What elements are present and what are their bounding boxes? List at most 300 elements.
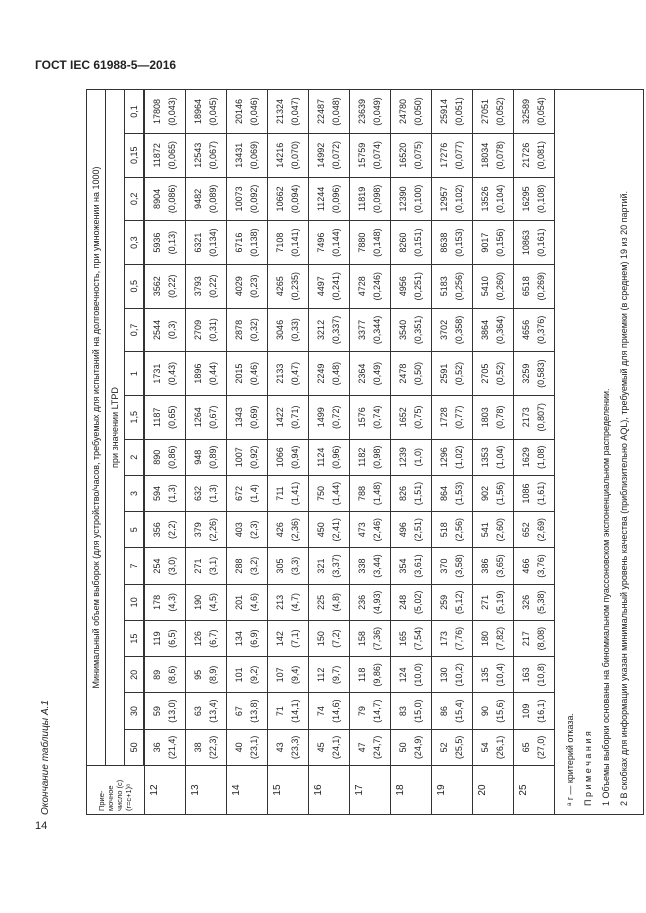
table-cell [514, 133, 555, 177]
sample-size: 11819 [357, 186, 367, 212]
aql-value: (0,153) [454, 228, 464, 257]
table-cell [186, 693, 227, 729]
sample-size: 165 [398, 631, 408, 647]
sample-size: 288 [234, 558, 244, 574]
table-cell [227, 439, 268, 475]
sample-size: 16520 [398, 142, 408, 168]
sample-size: 788 [357, 486, 367, 502]
aql-value: (0,74) [372, 405, 382, 430]
table-cell [186, 512, 227, 548]
table-cell [432, 133, 473, 177]
aql-value: (2,41) [331, 518, 341, 542]
table-cell [268, 133, 309, 177]
table-cell [473, 693, 514, 729]
table-cell [144, 584, 186, 620]
aql-value: (13,0) [167, 699, 177, 723]
sample-size: 3377 [357, 319, 367, 340]
aql-value: (1,08) [536, 445, 546, 469]
aql-value: (0,71) [290, 405, 300, 430]
aql-value: (6,7) [208, 629, 218, 648]
sample-size: 54 [480, 742, 490, 753]
aql-value: (2,60) [495, 518, 505, 542]
sample-size: 119 [152, 631, 162, 646]
table-cell [514, 264, 555, 308]
sample-size: 5410 [480, 276, 490, 297]
sample-size: 38 [193, 742, 203, 753]
table-cell [350, 90, 391, 134]
aql-value: (15,6) [495, 699, 505, 723]
table-cell [268, 512, 309, 548]
footnote: ᵃ r — критерий отказа. [565, 712, 575, 806]
table-cell [350, 264, 391, 308]
table-cell [186, 620, 227, 656]
sample-size: 225 [316, 594, 326, 610]
sample-size: 1239 [398, 447, 408, 468]
aql-value: (0,344) [372, 315, 382, 345]
aql-value: (0,69) [249, 405, 259, 430]
aql-value: (0,251) [413, 272, 423, 301]
table-cell [186, 475, 227, 511]
sample-size: 109 [521, 703, 531, 719]
table-cell [350, 177, 391, 221]
table-cell [350, 512, 391, 548]
aql-value: (0,047) [290, 97, 300, 126]
aql-value: (0,050) [413, 97, 423, 126]
table-cell [514, 584, 555, 620]
table-cell [268, 729, 309, 765]
table-cell [473, 395, 514, 439]
sample-size: 2173 [521, 407, 531, 428]
aql-value: (13,4) [208, 699, 218, 723]
table-cell [268, 264, 309, 308]
aql-value: (26,1) [495, 735, 505, 760]
table-cell [432, 512, 473, 548]
table-row [309, 90, 350, 815]
table-cell [432, 584, 473, 620]
aql-value: (0,67) [208, 405, 218, 430]
aql-value: (14,7) [372, 699, 382, 723]
aql-value: (0,072) [331, 140, 341, 170]
aql-value: (0,33) [290, 318, 300, 342]
table-cell [268, 584, 309, 620]
sample-size: 9482 [193, 188, 203, 209]
sample-size: 1182 [357, 447, 367, 467]
aql-value: (1,0) [413, 447, 423, 467]
notes-title: П р и м е ч а н и я [583, 731, 593, 806]
sample-size: 356 [152, 522, 162, 538]
ltpd-column-header: 50 [125, 729, 145, 765]
table-cell [144, 90, 186, 134]
table-title: Окончание таблицы А.1 [40, 700, 51, 815]
sample-size: 1187 [152, 407, 162, 427]
sample-size: 1007 [234, 447, 244, 468]
ltpd-column-header: 0,1 [125, 90, 145, 134]
sample-size: 3793 [193, 276, 203, 297]
table-cell [144, 221, 186, 265]
sample-size: 59 [152, 706, 162, 717]
table-cell [309, 475, 350, 511]
sample-size: 83 [398, 706, 408, 717]
aql-value: (0,32) [249, 318, 259, 342]
table-cell [391, 177, 432, 221]
table-cell [391, 584, 432, 620]
aql-value: (0,092) [249, 184, 259, 214]
table-cell [432, 657, 473, 693]
sample-size: 124 [398, 667, 408, 683]
sample-size: 201 [234, 594, 244, 610]
table-cell [144, 729, 186, 765]
aql-value: (3,0) [167, 556, 177, 576]
sample-size: 17808 [152, 98, 162, 124]
sample-size: 3259 [521, 363, 531, 384]
table-cell [144, 657, 186, 693]
table-cell [391, 352, 432, 396]
sample-size: 890 [152, 449, 162, 465]
aql-value: (0,151) [413, 228, 423, 257]
table-cell [473, 512, 514, 548]
aql-value: (0,096) [331, 184, 341, 214]
aql-value: (4,8) [331, 593, 341, 612]
ltpd-column-header: 0,2 [125, 177, 145, 221]
table-cell [514, 90, 555, 134]
sample-size: 3046 [275, 319, 285, 340]
note-2: 2 В скобках для информации указан минимальный уровень качества (приблизительно AQL), требуемый для приемки (в среднем) 19 из 20 партий. [619, 191, 629, 806]
sample-size: 5936 [152, 232, 162, 253]
aql-value: (0,583) [536, 359, 546, 388]
sample-size: 45 [316, 742, 326, 753]
sample-size: 1728 [439, 407, 449, 428]
aql-value: (7,36) [372, 626, 382, 651]
acceptance-number: 18 [391, 766, 432, 815]
sample-size: 4497 [316, 276, 326, 297]
table-cell [309, 221, 350, 265]
table-cell [144, 308, 186, 352]
aql-value: (0,75) [413, 405, 423, 430]
table-cell [186, 264, 227, 308]
table-cell [268, 352, 309, 396]
sample-size: 473 [357, 522, 367, 538]
aql-value: (0,358) [454, 315, 464, 345]
table-cell [473, 439, 514, 475]
table-cell [473, 352, 514, 396]
aql-value: (4,5) [208, 593, 218, 612]
sample-size: 180 [480, 631, 490, 647]
aql-value: (10,4) [495, 663, 505, 687]
aql-value: (0,078) [495, 140, 505, 170]
aql-value: (0,108) [536, 184, 546, 214]
aql-value: (0,52) [495, 361, 505, 386]
sample-size: 1264 [193, 407, 203, 428]
aql-value: (7,76) [454, 626, 464, 651]
table-notes [555, 90, 644, 815]
sample-size: 271 [480, 594, 490, 610]
aql-value: (2,51) [413, 518, 423, 542]
sample-size: 8638 [439, 232, 449, 253]
sample-size: 3702 [439, 319, 449, 340]
table-cell [473, 729, 514, 765]
aql-value: (27,0) [536, 735, 546, 760]
table-cell [432, 308, 473, 352]
table-cell [309, 620, 350, 656]
table-cell [309, 395, 350, 439]
table-cell [227, 584, 268, 620]
table-cell [186, 133, 227, 177]
sample-size: 134 [234, 631, 244, 647]
aql-value: (0,49) [372, 361, 382, 386]
table-row [514, 90, 555, 815]
aql-value: (3,76) [536, 554, 546, 578]
sample-size: 163 [521, 667, 531, 683]
aql-value: (0,52) [454, 361, 464, 386]
table-cell [473, 221, 514, 265]
sample-size: 173 [439, 631, 449, 647]
sample-size: 63 [193, 706, 203, 717]
sample-size: 11872 [152, 143, 162, 168]
table-cell [268, 439, 309, 475]
sample-size: 36 [152, 742, 162, 753]
table-cell [268, 221, 309, 265]
sample-size: 1629 [521, 447, 531, 468]
acceptance-number: 19 [432, 766, 473, 815]
table-row [432, 90, 473, 815]
aql-value: (25,5) [454, 735, 464, 760]
sample-size: 4265 [275, 276, 285, 297]
table-cell [350, 657, 391, 693]
sample-size: 50 [398, 742, 408, 753]
aql-value: (0,075) [413, 140, 423, 170]
aql-value: (2,46) [372, 518, 382, 542]
table-cell [268, 548, 309, 584]
aql-value: (0,074) [372, 140, 382, 170]
aql-value: (2,26) [208, 518, 218, 542]
aql-value: (1,48) [372, 481, 382, 506]
sample-size: 12957 [439, 186, 449, 212]
sample-size: 1576 [357, 407, 367, 428]
sample-size: 594 [152, 486, 162, 502]
table-row [186, 90, 227, 815]
sample-size-table [86, 89, 644, 815]
aql-value: (7,2) [331, 629, 341, 648]
aql-value: (7,54) [413, 626, 423, 651]
sample-size: 150 [316, 631, 326, 647]
table-cell [473, 657, 514, 693]
sample-size: 15759 [357, 142, 367, 168]
sample-size: 8904 [152, 188, 162, 209]
sample-size: 259 [439, 594, 449, 610]
table-cell [268, 693, 309, 729]
table-cell [227, 475, 268, 511]
sample-size: 2709 [193, 319, 203, 340]
aql-value: (24,1) [331, 735, 341, 760]
sample-size: 3864 [480, 319, 490, 340]
sample-size: 672 [234, 486, 244, 502]
table-cell [514, 548, 555, 584]
sample-size: 158 [357, 631, 367, 647]
aql-value: (5,02) [413, 590, 423, 615]
aql-value: (0,102) [454, 184, 464, 214]
sample-size: 213 [275, 594, 285, 610]
aql-value: (0,376) [536, 315, 546, 345]
sample-size: 130 [439, 667, 449, 683]
table-cell [309, 584, 350, 620]
acceptance-number: 13 [186, 766, 227, 815]
table-cell [309, 548, 350, 584]
sample-size: 22487 [316, 98, 326, 124]
table-cell [350, 584, 391, 620]
table-cell [309, 352, 350, 396]
table-cell [473, 548, 514, 584]
sample-size: 9017 [480, 232, 490, 253]
aql-value: (0,22) [208, 274, 218, 299]
ltpd-column-header: 1 [125, 352, 145, 396]
aql-value: (0,045) [208, 97, 218, 126]
aql-value: (3,2) [249, 556, 259, 576]
sample-size: 864 [439, 486, 449, 502]
ltpd-column-header: 3 [125, 475, 145, 511]
table-cell [391, 439, 432, 475]
sample-size: 6321 [193, 232, 203, 253]
sample-size: 11244 [316, 186, 326, 212]
aql-value: (5,38) [536, 590, 546, 615]
sample-size: 6716 [234, 232, 244, 253]
table-cell [473, 177, 514, 221]
acceptance-number-header: Прие-мочное число (c) (r=c+1)ᵃ [87, 766, 145, 815]
aql-value: (0,260) [495, 272, 505, 301]
aql-value: (2,2) [167, 520, 177, 540]
aql-value: (0,72) [331, 405, 341, 430]
sample-size: 632 [193, 486, 203, 502]
sample-size: 21726 [521, 142, 531, 168]
aql-value: (0,141) [290, 228, 300, 257]
sample-size: 305 [275, 558, 285, 574]
sample-size: 902 [480, 486, 490, 502]
aql-value: (13,8) [249, 699, 259, 723]
aql-value: (10,8) [536, 663, 546, 687]
table-cell [309, 133, 350, 177]
aql-value: (0,96) [331, 445, 341, 469]
aql-value: (0,235) [290, 272, 300, 301]
table-cell [350, 548, 391, 584]
sample-size: 426 [275, 522, 285, 538]
sample-size: 178 [152, 594, 162, 610]
sample-size: 2249 [316, 363, 326, 384]
table-cell [514, 221, 555, 265]
table-cell [309, 90, 350, 134]
sample-size: 948 [193, 449, 203, 465]
acceptance-number: 15 [268, 766, 309, 815]
table-cell [514, 729, 555, 765]
table-cell [514, 352, 555, 396]
sample-size: 1731 [152, 363, 162, 384]
aql-value: (2,3) [249, 520, 259, 540]
table-cell [227, 657, 268, 693]
table-cell [144, 475, 186, 511]
table-cell [144, 548, 186, 584]
acceptance-number: 20 [473, 766, 514, 815]
table-cell [473, 475, 514, 511]
sample-size: 1343 [234, 407, 244, 428]
ltpd-column-header: 1,5 [125, 395, 145, 439]
table-cell [473, 133, 514, 177]
table-cell [186, 729, 227, 765]
sample-size: 466 [521, 558, 531, 574]
aql-value: (0,043) [167, 97, 177, 126]
aql-value: (0,144) [331, 228, 341, 257]
sample-size: 1803 [480, 407, 490, 428]
aql-value: (9,7) [331, 665, 341, 685]
aql-value: (0,148) [372, 228, 382, 257]
aql-value: (9,86) [372, 663, 382, 687]
sample-size: 4956 [398, 276, 408, 297]
aql-value: (0,134) [208, 228, 218, 257]
sample-size: 248 [398, 594, 408, 610]
note-1: 1 Объемы выборки основаны на биномиальном пуассоновском экспоненциальном распределении. [601, 388, 611, 806]
acceptance-number: 25 [514, 766, 555, 815]
sample-size: 52 [439, 742, 449, 753]
table-row [268, 90, 309, 815]
aql-value: (8,6) [167, 665, 177, 685]
table-cell [391, 221, 432, 265]
table-cell [432, 475, 473, 511]
sample-size: 18964 [193, 98, 203, 124]
table-cell [144, 133, 186, 177]
aql-value: (22,3) [208, 735, 218, 760]
table-cell [350, 395, 391, 439]
aql-value: (0,156) [495, 228, 505, 257]
table-cell [144, 177, 186, 221]
table-cell [186, 439, 227, 475]
aql-value: (0,098) [372, 184, 382, 214]
table-cell [432, 221, 473, 265]
table-cell [268, 395, 309, 439]
aql-value: (0,051) [454, 97, 464, 126]
sample-size: 3562 [152, 276, 162, 297]
table-cell [309, 729, 350, 765]
table-cell [391, 475, 432, 511]
sample-size: 65 [521, 742, 531, 753]
sample-size: 14216 [275, 142, 285, 168]
table-cell [432, 620, 473, 656]
sample-size: 711 [275, 486, 285, 501]
aql-value: (1,04) [495, 445, 505, 469]
ltpd-subheader: при значении LTPD [106, 90, 125, 766]
ltpd-column-header: 0,7 [125, 308, 145, 352]
ltpd-column-header: 0,5 [125, 264, 145, 308]
aql-value: (0,807) [536, 403, 546, 432]
aql-value: (0,92) [249, 445, 259, 469]
table-cell [227, 308, 268, 352]
sample-size: 354 [398, 558, 408, 574]
acceptance-number: 12 [144, 766, 186, 815]
ltpd-column-header: 0,15 [125, 133, 145, 177]
table-cell [309, 308, 350, 352]
ltpd-column-header: 5 [125, 512, 145, 548]
aql-value: (4,3) [167, 593, 177, 612]
sample-size: 89 [152, 669, 162, 680]
table-cell [432, 395, 473, 439]
aql-value: (7,82) [495, 626, 505, 651]
aql-value: (1,3) [208, 484, 218, 503]
aql-value: (0,98) [372, 445, 382, 469]
table-cell [227, 221, 268, 265]
aql-value: (14,6) [331, 699, 341, 723]
table-cell [309, 657, 350, 693]
sample-size: 386 [480, 558, 490, 574]
table-cell [391, 548, 432, 584]
sample-size: 95 [193, 669, 203, 680]
ltpd-column-header: 2 [125, 439, 145, 475]
table-cell [186, 90, 227, 134]
